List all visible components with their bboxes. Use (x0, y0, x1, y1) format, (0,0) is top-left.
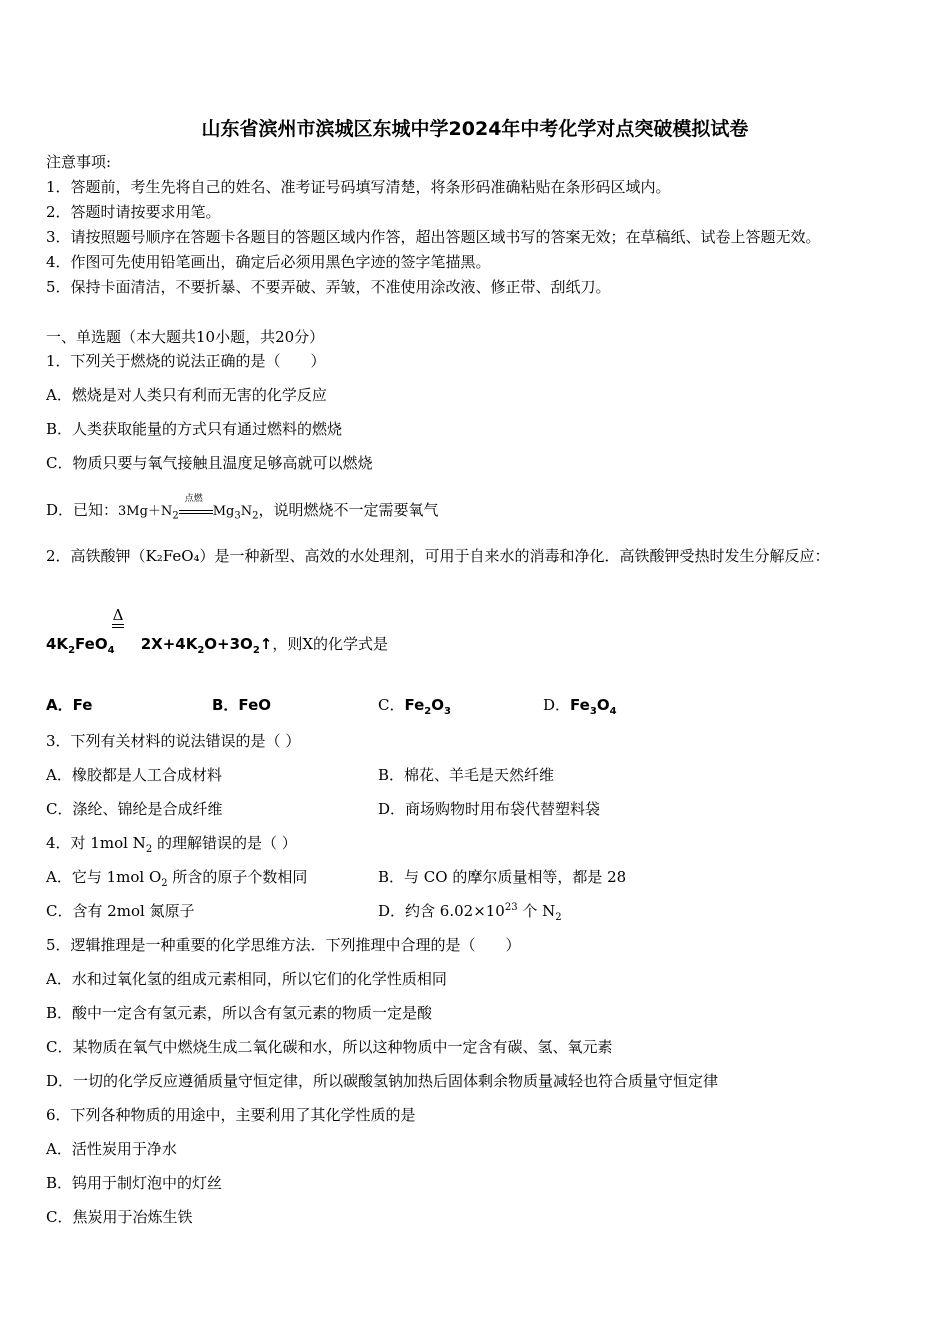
question-6-option-b: B．钨用于制灯泡中的灯丝 (46, 1174, 223, 1192)
question-5-option-d: D．一切的化学反应遵循质量守恒定律，所以碳酸氢钠加热后固体剩余物质量减轻也符合质量守恒定律 (46, 1072, 719, 1090)
equation-rhs: $Mg_3N_2$ (212, 504, 259, 522)
question-4-option-a: A．它与 1mol $O_2$ 所含的原子个数相同 (46, 868, 308, 889)
heat-condition: Δ (112, 608, 124, 628)
option-d-suffix: ，说明燃烧不一定需要氧气 (258, 501, 439, 519)
question-1-option-b: B．人类获取能量的方式只有通过燃料的燃烧 (46, 420, 343, 438)
equation-formula: $4K_2FeO_4$ $2X+4K_2O+3O_2↑$ (46, 635, 273, 656)
notice-item: 1．答题前，考生先将自己的姓名、准考证号码填写清楚，将条形码准确粘贴在条形码区域内。 (46, 178, 671, 196)
question-6-option-c: C．焦炭用于冶炼生铁 (46, 1208, 193, 1226)
reaction-condition: 点燃 (184, 494, 203, 504)
notice-item: 2．答题时请按要求用笔。 (46, 203, 221, 221)
question-6-option-a: A．活性炭用于净水 (46, 1140, 177, 1158)
question-1-option-d (46, 494, 439, 522)
question-5-option-c: C．某物质在氧气中燃烧生成二氧化碳和水，所以这种物质中一定含有碳、氢、氧元素 (46, 1038, 613, 1056)
notice-heading: 注意事项: (46, 153, 112, 171)
reaction-arrow (179, 494, 213, 521)
section-heading: 一、单选题（本大题共10小题，共20分） (46, 328, 325, 346)
question-5-option-b: B．酸中一定含有氢元素，所以含有氢元素的物质一定是酸 (46, 1004, 433, 1022)
question-6-stem: 6．下列各种物质的用途中，主要利用了其化学性质的是 (46, 1106, 416, 1124)
question-4-stem: 4．对 1mol $N_2$ 的理解错误的是（ ） (46, 834, 297, 855)
question-4-option-b: B．与 CO 的摩尔质量相等，都是 28 (378, 868, 627, 886)
page-title: 山东省滨州市滨城区东城中学2024年中考化学对点突破模拟试卷 (201, 118, 749, 140)
question-5-stem: 5．逻辑推理是一种重要的化学思维方法．下列推理中合理的是（ ） (46, 936, 521, 954)
question-2-option-a: A．Fe (46, 696, 93, 714)
notice-item: 4．作图可先使用铅笔画出，确定后必须用黑色字迹的签字笔描黑。 (46, 253, 491, 271)
question-4-option-c: C．含有 2mol 氮原子 (46, 902, 195, 920)
question-2-option-b: B．FeO (212, 696, 271, 714)
question-3-option-c: C．涤纶、锦纶是合成纤维 (46, 800, 223, 818)
equation-lhs: $3Mg+N_2$ (118, 504, 179, 522)
question-1-option-c: C．物质只要与氧气接触且温度足够高就可以燃烧 (46, 454, 373, 472)
question-2-option-c: C．$Fe_2O_3$ (378, 696, 451, 717)
question-4-option-d: D．约含 $6.02\times 10^{23}$ 个 $N_2$ (378, 902, 562, 923)
question-2-stem: 2．高铁酸钾（K₂FeO₄）是一种新型、高效的水处理剂，可用于自来水的消毒和净化．高铁酸钾受热时发生分解反应： (46, 547, 830, 565)
notice-item: 5．保持卡面清洁，不要折暴、不要弄破、弄皱，不准使用涂改液、修正带、刮纸刀。 (46, 278, 611, 296)
option-d-prefix: D．已知： (46, 501, 119, 519)
question-5-option-a: A．水和过氧化氢的组成元素相同，所以它们的化学性质相同 (46, 970, 447, 988)
question-3-option-b: B．棉花、羊毛是天然纤维 (378, 766, 555, 784)
equation-tail: ，则X的化学式是 (272, 635, 389, 653)
question-3-option-d: D．商场购物时用布袋代替塑料袋 (378, 800, 601, 818)
question-2-equation (46, 634, 388, 654)
notice-item: 3．请按照题号顺序在答题卡各题目的答题区域内作答，超出答题区域书写的答案无效；在草稿纸、试卷上答题无效。 (46, 228, 821, 246)
question-3-option-a: A．橡胶都是人工合成材料 (46, 766, 222, 784)
question-3-stem: 3．下列有关材料的说法错误的是（ ） (46, 732, 301, 750)
question-2-option-d: D．$Fe_3O_4$ (543, 696, 617, 717)
question-1-option-a: A．燃烧是对人类只有利而无害的化学反应 (46, 386, 327, 404)
question-1-stem: 1．下列关于燃烧的说法正确的是（ ） (46, 352, 326, 370)
